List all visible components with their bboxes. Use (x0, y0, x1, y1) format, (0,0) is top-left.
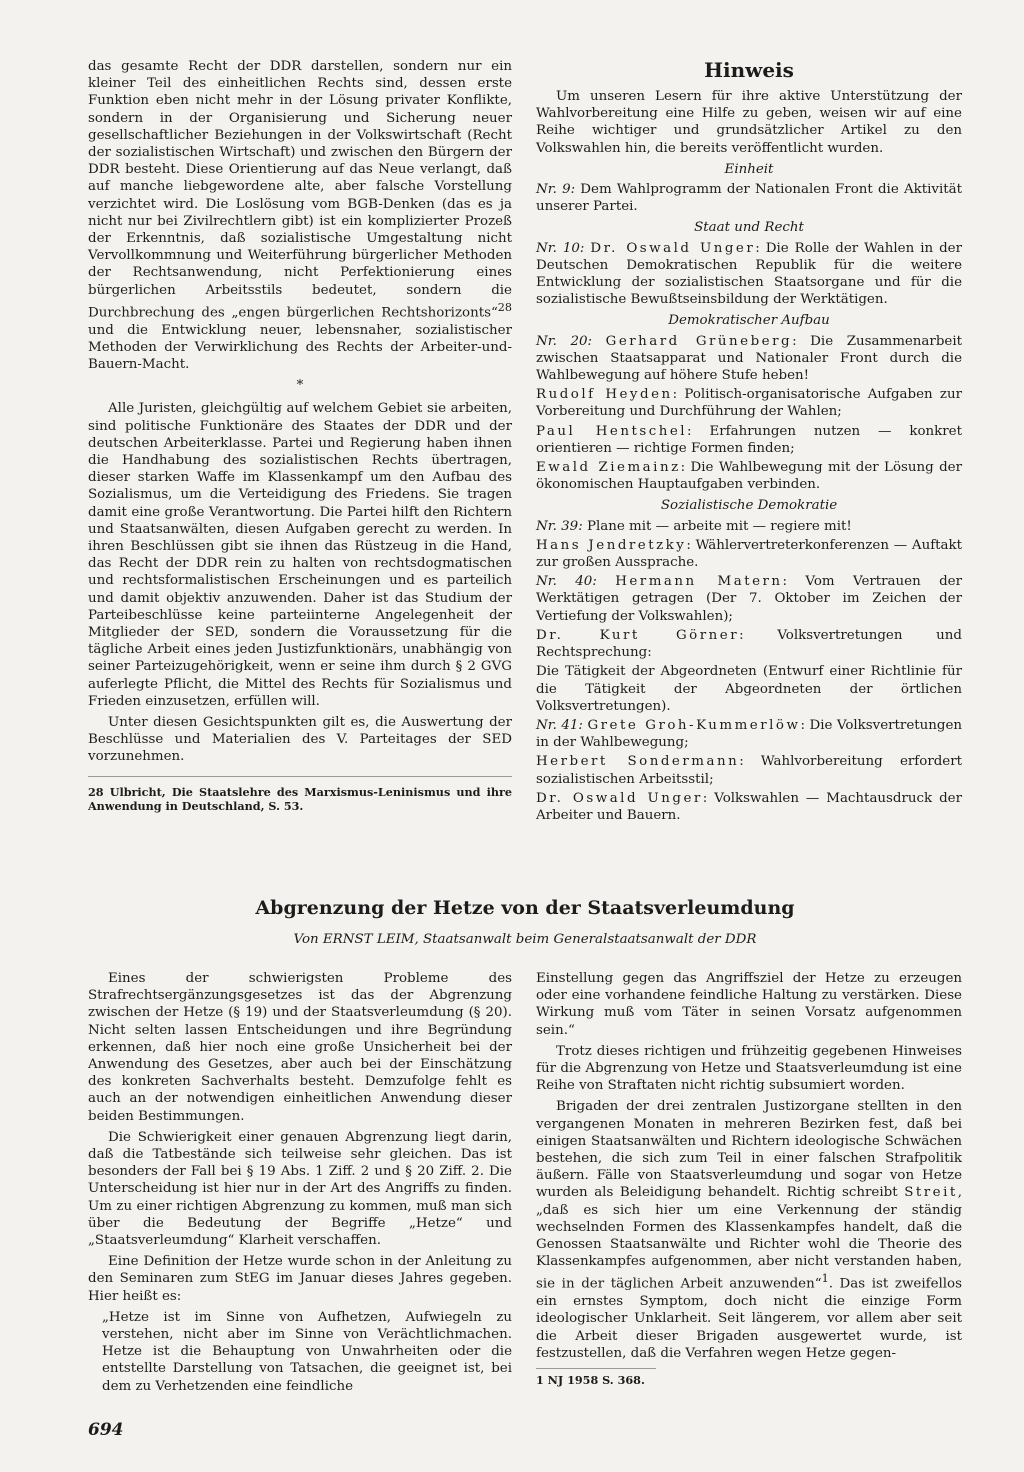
issue-number: Nr. 10: (536, 240, 585, 256)
body-paragraph: Eines der schwierigsten Probleme des Strafrechtsergänzungsgesetzes ist das der Abgrenzung zwischen der Hetze (§ 19) und der Staatsverleumdung (§ 20). Nicht selten lassen Entscheidungen und ihre Begründung erkennen, daß hier noch eine große Unsicherheit bei der Anwendung des Gesetzes, aber auch bei der Einschätzung des konkreten Sachverhalts besteht. Demzufolge fehlt es auch an der notwendigen einheitlichen Anwendung dieser beiden Bestimmungen. (88, 971, 512, 1124)
page-number: 694 (88, 1420, 124, 1440)
hinweis-entry (536, 717, 962, 751)
body-paragraph: Trotz dieses richtigen und frühzeitig gegebenen Hinweises für die Abgrenzung von Hetze und Staatsverleumdung ist eine Reihe von Straftaten nicht richtig subsumiert worden. (536, 1043, 962, 1094)
entry-text: Die Tätigkeit der Abgeordneten (Entwurf einer Richtlinie für die Tätigkeit der Abgeordneten der örtlichen Volksvertretungen). (536, 664, 962, 714)
hinweis-entry (536, 181, 962, 215)
hinweis-sections (536, 161, 962, 824)
author-name: Grete Groh-Kummerlöw (587, 717, 801, 733)
hinweis-entry (536, 573, 962, 625)
entry-text: : Politisch-organisatorische Aufgaben zur Vorbereitung und Durchführung der Wahlen; (536, 387, 962, 420)
footnote-ref: 1 (821, 1272, 829, 1286)
entry-text: : Wählervertreterkonferenzen — Auftakt zur großen Aussprache. (536, 537, 963, 571)
hinweis-entry (536, 537, 962, 571)
entry-text: : Wahlvorbereitung erfordert sozialistischen Arbeitsstil; (536, 754, 963, 787)
hinweis-intro: Um unseren Lesern für ihre aktive Unterstützung der Wahlvorbereitung eine Hilfe zu geben, weisen wir auf eine Reihe wichtiger und grundsätzlicher Artikel zu den Volkswahlen hin, die bereits veröffentlicht wurden. (536, 89, 962, 156)
hinweis-box (536, 58, 962, 826)
entry-text: : Volksvertretungen und Rechtsprechung: (536, 627, 962, 661)
author-name: Rudolf Heyden (536, 387, 673, 403)
body-paragraph: Eine Definition der Hetze wurde schon in der Anleitung zu den Seminaren zum StEG im Januar dieses Jahres gegeben. Hier heißt es: (88, 1254, 512, 1304)
author-name: Gerhard Grüneberg (605, 333, 793, 349)
author-name: Ewald Ziemainz (536, 460, 681, 476)
article-left-column (88, 970, 512, 1399)
footnote-ref: 28 (497, 300, 512, 314)
entry-text: : Die Volksvertretungen in der Wahlbewegung; (536, 717, 963, 751)
author-name: Dr. Oswald Unger (590, 240, 756, 256)
entry-text: : Erfahrungen nutzen — konkret orientieren — richtige Formen finden; (536, 423, 962, 456)
issue-number: Nr. 9: (536, 182, 576, 198)
issue-number: Nr. 39: (536, 518, 583, 534)
author-name: Streit (904, 1185, 958, 1201)
text-run: und die Entwicklung neuer, lebensnaher, sozialistischer Methoden der Verwirklichung des Rechts der Arbeiter-und-Bauern-Macht. (88, 322, 512, 372)
body-paragraph (536, 1098, 962, 1362)
entry-text: : Vom Vertrauen der Werktätigen getragen (Der 7. Oktober im Zeichen der Vertiefung der Volkswahlen); (536, 574, 962, 624)
hinweis-entry (536, 459, 962, 493)
body-paragraph: Unter diesen Gesichtspunkten gilt es, die Auswertung der Beschlüsse und Materialien des V. Parteitages der SED vorzunehmen. (88, 714, 512, 765)
issue-number: Nr. 40: (536, 574, 597, 590)
hinweis-rubric: Sozialistische Demokratie (660, 498, 838, 514)
hinweis-rubric: Demokratischer Aufbau (668, 313, 830, 329)
text-run: Brigaden der drei zentralen Justizorgane stellten in den vergangenen Monaten in mehreren Bezirken fest, daß bei einigen Staatsanwälten und Richtern ideologische Schwächen bestehen, die sich zum Teil in einer falschen Strafpolitik äußern. Fälle von Staatsverleumdung und sogar von Hetze wurden als Beleidigung behandelt. Richtig schreibt (536, 1099, 962, 1201)
hinweis-entry (536, 663, 962, 715)
entry-text: : Die Zusammenarbeit zwischen Staatsapparat und Nationaler Front durch die Wahlbewegung auf höhere Stufe heben! (536, 333, 962, 384)
author-name: Dr. Kurt Görner (536, 627, 740, 643)
block-quote: „Hetze ist im Sinne von Aufhetzen, Aufwiegeln zu verstehen, nicht aber im Sinne von Verächtlichmachen. Hetze ist die Behauptung von Unwahrheiten oder die entstellte Darstellung von Tatsachen, die geeignet ist, bei dem zu Verhetzenden eine feindliche (102, 1309, 512, 1394)
footnote: 1 NJ 1958 S. 368. (536, 1368, 656, 1387)
article-right-column (536, 970, 962, 1387)
footnote: 28 Ulbricht, Die Staatslehre des Marxismus-Leninismus und ihre Anwendung in Deutschland, S. 53. (88, 776, 512, 813)
hinweis-entry (536, 333, 962, 385)
body-paragraph: Einstellung gegen das Angriffsziel der Hetze zu erzeugen oder eine vorhandene feindliche Haltung zu verstärken. Diese Wirkung muß vom Täter in seinen Vorsatz aufgenommen sein.“ (536, 971, 962, 1038)
article-byline: Von ERNST LEIM, Staatsanwalt beim Generalstaatsanwalt der DDR (293, 932, 757, 947)
hinweis-entry (536, 753, 962, 787)
author-name: Herbert Sondermann (536, 754, 740, 770)
hinweis-entry (536, 627, 962, 661)
hinweis-entry (536, 518, 962, 535)
hinweis-rubric: Staat und Recht (694, 220, 804, 236)
section-separator: * (296, 378, 304, 394)
text-run: . Das ist zweifellos ein ernstes Symptom, doch nicht die einzige Form ideologischer Unklarheit. Seit längerem, vor allem aber seit die Arbeit dieser Brigaden ausgewertet wurde, ist festzustellen, daß die Verfahren wegen Hetze gegen- (536, 1276, 962, 1361)
hinweis-entry (536, 240, 962, 309)
hinweis-title: Hinweis (704, 58, 794, 82)
text-run: , „daß es sich hier um eine Verkennung der ständig wechselnden Formen des Klassenkampfes handelt, daß die Genossen Staatsanwälte und Richter wohl die Theorie des Klassenkampfes aufgenommen, aber nicht verstanden haben, sie in der täglichen Arbeit anzuwenden“ (536, 1185, 962, 1292)
left-column-top (88, 58, 512, 813)
author-name: Paul Hentschel (536, 423, 688, 439)
entry-text: : Volkswahlen — Machtausdruck der Arbeiter und Bauern. (536, 790, 962, 823)
article-title: Abgrenzung der Hetze von der Staatsverleumdung (255, 897, 795, 919)
author-name: Hermann Matern (615, 574, 783, 590)
body-paragraph: Alle Juristen, gleichgültig auf welchem Gebiet sie arbeiten, sind politische Funktionäre des Staates der DDR und der deutschen Arbeiterklasse. Partei und Regierung haben ihnen die Handhabung des sozialistischen Rechts übertragen, dieser starken Waffe im Klassenkampf um den Aufbau des Sozialismus, um die Verteidigung des Friedens. Sie tragen damit eine große Verantwortung. Die Partei hilft den Richtern und Staatsanwälten, diesen Aufgaben gerecht zu werden. In ihren Beschlüssen gibt sie ihnen das Rüstzeug in die Hand, das Recht der DDR rein zu halten von rechtsdogmatischen und rechtsformalistischen Erscheinungen und es parteilich und damit objektiv anzuwenden. Daher ist das Studium der Parteibeschlüsse keine parteiinterne Angelegenheit der Mitglieder der SED, sondern die Voraussetzung für die tägliche Arbeit eines jeden Justizfunktionärs, unabhängig von seiner Parteizugehörigkeit, wenn er seine ihm durch § 2 GVG auferlegte Pflicht, die Mittel des Rechts für Sozialismus und Frieden einzusetzen, erfüllen will. (88, 401, 512, 709)
body-paragraph: Die Schwierigkeit einer genauen Abgrenzung liegt darin, daß die Tatbestände sich teilweise sehr gleichen. Das ist besonders der Fall bei § 19 Abs. 1 Ziff. 2 und § 20 Ziff. 2. Die Unterscheidung ist hier nur in der Art des Angriffs zu finden. Um zu einer richtigen Abgrenzung zu kommen, muß man sich über die Bedeutung der Begriffe „Hetze“ und „Staatsverleumdung“ Klarheit verschaffen. (88, 1129, 512, 1249)
hinweis-entry (536, 386, 962, 420)
issue-number: Nr. 20: (536, 333, 593, 349)
author-name: Dr. Oswald Unger (536, 790, 703, 806)
hinweis-entry (536, 790, 962, 824)
issue-number: Nr. 41: (536, 717, 583, 733)
body-paragraph (88, 58, 512, 373)
entry-text: : Die Wahlbewegung mit der Lösung der ökonomischen Hauptaufgaben verbinden. (536, 460, 962, 493)
text-run: das gesamte Recht der DDR darstellen, sondern nur ein kleiner Teil des einheitlichen Rechts sind, dessen erste Funktion eben nicht mehr in der Lösung privater Konflikte, sondern in der Organisierung und Sicherung neuer gesellschaftlicher Beziehungen in der Volkswirtschaft (Recht der sozialistischen Wirtschaft) und zwischen den Bürgern der DDR besteht. Diese Orientierung auf das Neue verlangt, daß auf manche liebgewordene alte, aber falsche Vorstellung verzichtet wird. Die Loslösung vom BGB-Denken (das es ja nicht nur bei Zivilrechtlern gibt) ist ein komplizierter Prozeß der Erkenntnis, daß sozialistische Umgestaltung nicht Vervollkommnung und Weiterführung bürgerlicher Methoden der Rechtsanwendung, nicht Perfektionierung eines bürgerlichen Arbeitsstils bedeutet, sondern die Durchbrechung des „engen bürgerlichen Rechtshorizonts“ (88, 59, 512, 321)
hinweis-rubric: Einheit (724, 161, 774, 177)
entry-text: : Die Rolle der Wahlen in der Deutschen Demokratischen Republik für die weitere Entwicklung der sozialistischen Staatsorgane und für die sozialistische Bewußtseinsbildung der Werktätigen. (536, 240, 962, 308)
entry-text: Dem Wahlprogramm der Nationalen Front die Aktivität unserer Partei. (536, 182, 962, 215)
hinweis-entry (536, 423, 962, 457)
entry-text: Plane mit — arbeite mit — regiere mit! (582, 518, 852, 534)
author-name: Hans Jendretzky (536, 537, 687, 553)
